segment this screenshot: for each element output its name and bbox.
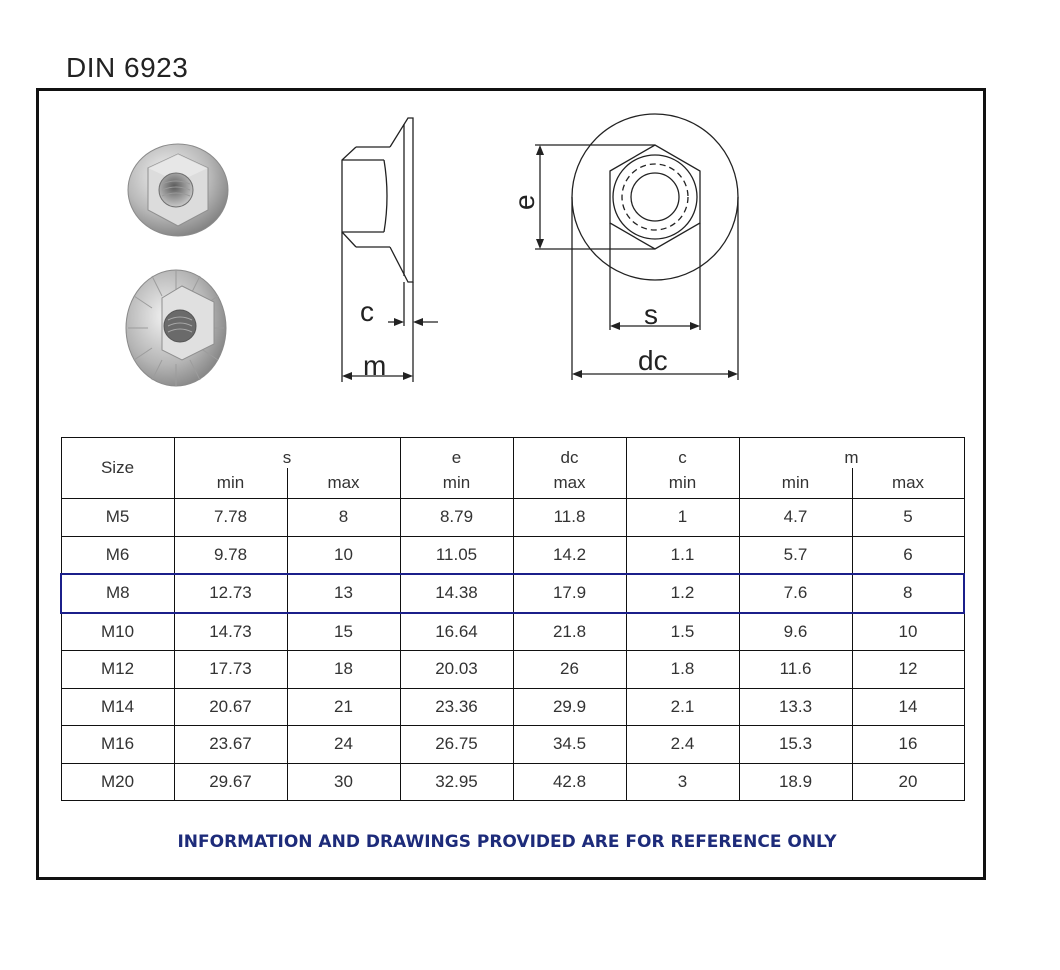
value-cell: 15.3 <box>739 726 852 764</box>
table-row <box>61 613 964 651</box>
value-cell: 14.38 <box>400 574 513 613</box>
side-view-flange <box>390 118 413 282</box>
value-cell: 10 <box>852 613 964 651</box>
value-cell: 17.9 <box>513 574 626 613</box>
value-cell: 26 <box>513 651 626 689</box>
disclaimer-text: INFORMATION AND DRAWINGS PROVIDED ARE FOR REFERENCE ONLY <box>177 832 837 852</box>
page-title: DIN 6923 <box>66 52 189 83</box>
header-size: Size <box>61 438 174 499</box>
table-row <box>61 763 964 801</box>
label-c: c <box>360 296 374 327</box>
value-cell: 9.6 <box>739 613 852 651</box>
front-view-hex <box>610 145 700 249</box>
value-cell: 26.75 <box>400 726 513 764</box>
value-cell: 11.8 <box>513 499 626 537</box>
value-cell: 14.2 <box>513 536 626 574</box>
value-cell: 21.8 <box>513 613 626 651</box>
size-cell: M20 <box>61 763 174 801</box>
value-cell: 30 <box>287 763 400 801</box>
size-cell: M8 <box>61 574 174 613</box>
value-cell: 18 <box>287 651 400 689</box>
label-s: s <box>644 299 658 330</box>
value-cell: 20.03 <box>400 651 513 689</box>
value-cell: 42.8 <box>513 763 626 801</box>
sub-m-max: max <box>852 468 964 499</box>
value-cell: 11.05 <box>400 536 513 574</box>
value-cell: 8 <box>287 499 400 537</box>
value-cell: 16 <box>852 726 964 764</box>
value-cell: 23.36 <box>400 688 513 726</box>
value-cell: 8.79 <box>400 499 513 537</box>
value-cell: 16.64 <box>400 613 513 651</box>
table-row <box>61 499 964 537</box>
value-cell: 21 <box>287 688 400 726</box>
table-row <box>61 726 964 764</box>
value-cell: 7.78 <box>174 499 287 537</box>
value-cell: 13.3 <box>739 688 852 726</box>
dimension-table <box>60 437 965 801</box>
value-cell: 14 <box>852 688 964 726</box>
table-row <box>61 651 964 689</box>
label-dc: dc <box>638 345 668 376</box>
value-cell: 13 <box>287 574 400 613</box>
value-cell: 7.6 <box>739 574 852 613</box>
value-cell: 12.73 <box>174 574 287 613</box>
value-cell: 3 <box>626 763 739 801</box>
value-cell: 11.6 <box>739 651 852 689</box>
label-e: e <box>509 194 540 210</box>
sub-s-max: max <box>287 468 400 499</box>
value-cell: 17.73 <box>174 651 287 689</box>
table-header-row <box>61 438 964 469</box>
table-row <box>61 688 964 726</box>
size-cell: M5 <box>61 499 174 537</box>
header-e: e <box>400 438 513 469</box>
table-subheader-row <box>61 468 964 499</box>
value-cell: 1.2 <box>626 574 739 613</box>
size-cell: M16 <box>61 726 174 764</box>
value-cell: 1.5 <box>626 613 739 651</box>
value-cell: 5.7 <box>739 536 852 574</box>
table-row <box>61 536 964 574</box>
value-cell: 1.1 <box>626 536 739 574</box>
value-cell: 2.1 <box>626 688 739 726</box>
header-m: m <box>739 438 964 469</box>
sub-s-min: min <box>174 468 287 499</box>
header-dc: dc <box>513 438 626 469</box>
value-cell: 14.73 <box>174 613 287 651</box>
value-cell: 10 <box>287 536 400 574</box>
sub-m-min: min <box>739 468 852 499</box>
sub-c-min: min <box>626 468 739 499</box>
value-cell: 5 <box>852 499 964 537</box>
value-cell: 18.9 <box>739 763 852 801</box>
value-cell: 20 <box>852 763 964 801</box>
size-cell: M10 <box>61 613 174 651</box>
value-cell: 8 <box>852 574 964 613</box>
value-cell: 6 <box>852 536 964 574</box>
value-cell: 15 <box>287 613 400 651</box>
value-cell: 1.8 <box>626 651 739 689</box>
table-row <box>61 574 964 613</box>
sub-e-min: min <box>400 468 513 499</box>
value-cell: 4.7 <box>739 499 852 537</box>
value-cell: 29.67 <box>174 763 287 801</box>
sub-dc-max: max <box>513 468 626 499</box>
size-cell: M14 <box>61 688 174 726</box>
technical-drawing <box>0 0 1060 420</box>
value-cell: 24 <box>287 726 400 764</box>
value-cell: 1 <box>626 499 739 537</box>
label-m: m <box>363 350 387 381</box>
header-s: s <box>174 438 400 469</box>
size-cell: M6 <box>61 536 174 574</box>
value-cell: 20.67 <box>174 688 287 726</box>
size-cell: M12 <box>61 651 174 689</box>
value-cell: 2.4 <box>626 726 739 764</box>
value-cell: 12 <box>852 651 964 689</box>
value-cell: 23.67 <box>174 726 287 764</box>
front-view-flange-circle <box>572 114 738 280</box>
header-c: c <box>626 438 739 469</box>
value-cell: 29.9 <box>513 688 626 726</box>
value-cell: 32.95 <box>400 763 513 801</box>
value-cell: 34.5 <box>513 726 626 764</box>
value-cell: 9.78 <box>174 536 287 574</box>
